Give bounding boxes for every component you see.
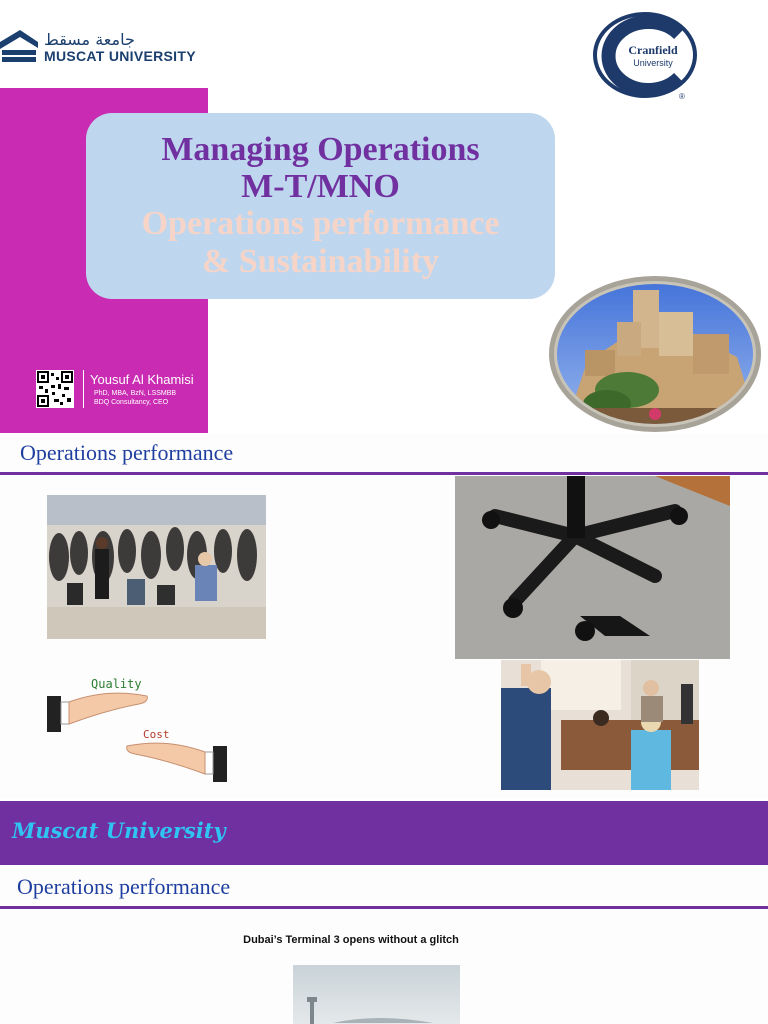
qr-code-icon [36, 370, 74, 408]
title-box [86, 113, 555, 299]
cost-label: Cost [143, 728, 170, 741]
author-name: Yousuf Al Khamisi [90, 372, 194, 387]
subtitle-line-2: & Sustainability [201, 243, 440, 280]
subtitle-line-1: Operations performance [141, 205, 500, 242]
slide-title: Managing Operations [161, 131, 480, 168]
university-name: MUSCAT UNIVERSITY [44, 48, 196, 64]
cranfield-logo [593, 12, 697, 100]
banner-title: Muscat University [12, 818, 226, 843]
quality-cost-balance-illustration [47, 658, 227, 798]
muscat-university-logo-icon [0, 22, 38, 64]
cranfield-logo-mark: ® [679, 92, 685, 100]
cranfield-logo-sub: University [633, 58, 673, 68]
angry-customers-photo [501, 660, 699, 790]
author-role: BDQ Consultancy, CEO [94, 399, 169, 406]
terminal-photo [293, 965, 460, 1024]
section-heading-2: Operations performance [17, 874, 231, 899]
section-heading: Operations performance [20, 440, 234, 465]
heading-divider-2 [0, 906, 768, 909]
crowded-airport-photo [47, 495, 266, 639]
university-arabic-name: جامعة مسقط [44, 30, 135, 49]
author-credentials: PhD, MBA, BzN, LSSMBB [94, 390, 177, 397]
course-code: M-T/MNO [241, 168, 400, 205]
quality-label: Quality [91, 677, 142, 691]
castle-photo [547, 272, 763, 432]
broken-chair-base-photo [455, 476, 730, 659]
author-details [94, 389, 176, 407]
performance-slide [0, 434, 768, 798]
author-separator [83, 370, 84, 408]
cranfield-logo-name: Cranfield [628, 43, 678, 57]
terminal-caption: Dubai’s Terminal 3 opens without a glitch [243, 934, 459, 946]
heading-divider [0, 472, 768, 475]
title-slide [0, 0, 768, 434]
